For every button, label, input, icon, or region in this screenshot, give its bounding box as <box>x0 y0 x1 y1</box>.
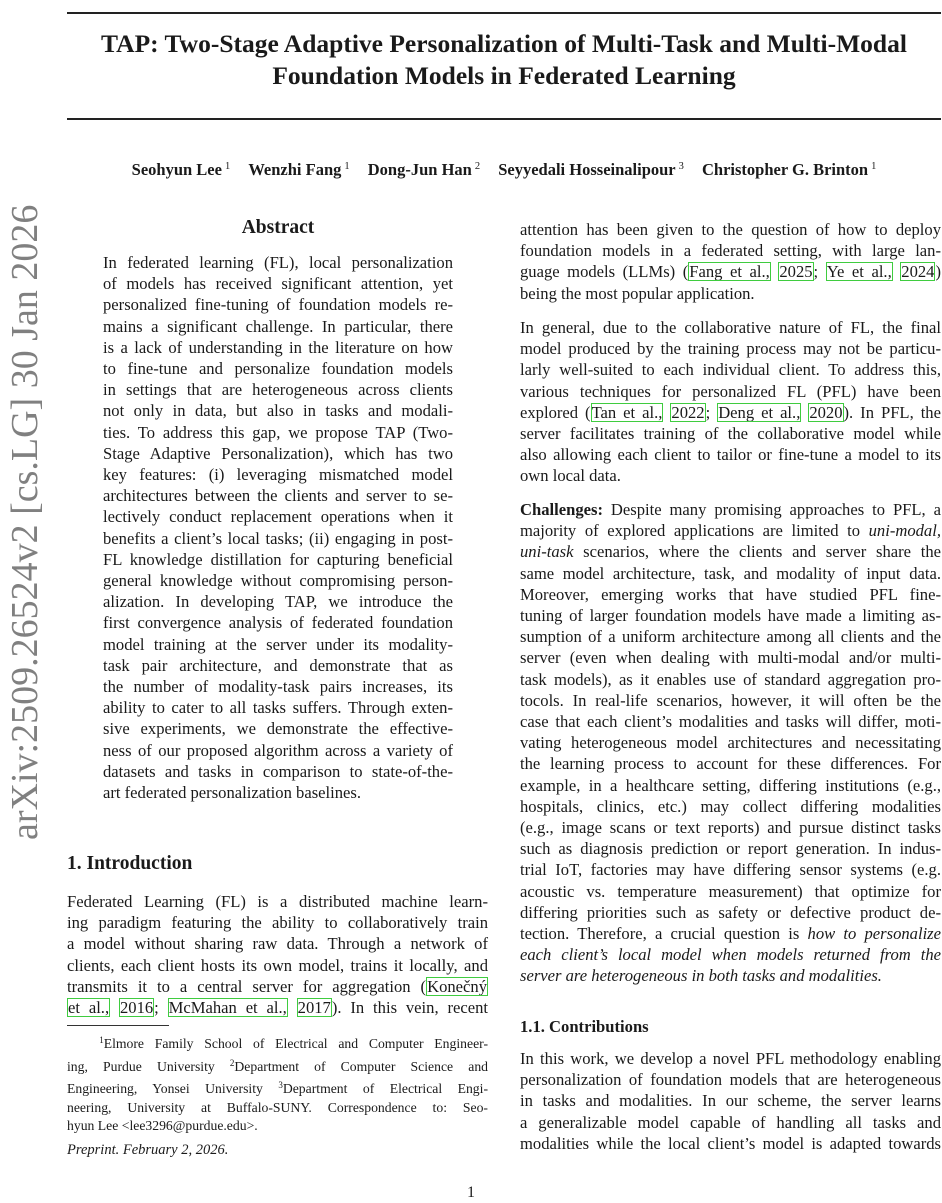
intro-body <box>67 891 488 1018</box>
abstract-line: In federated learning (FL), local personalization <box>103 253 453 272</box>
body-line: tection. Therefore, a crucial question is how to personalize <box>520 924 941 944</box>
body-line: a generalizable model capable of handling all tasks and <box>520 1112 941 1132</box>
intro-heading: 1. Introduction <box>67 853 193 874</box>
author-list <box>67 156 941 181</box>
body-line: vating heterogeneous model architectures and necessitating <box>520 733 941 753</box>
body-line: same model architecture, task, and modality of input data. <box>520 563 941 583</box>
right-paragraph-1 <box>520 219 941 304</box>
intro-line: ing paradigm featuring the ability to collaboratively train <box>67 913 488 933</box>
author-5: Christopher G. Brinton $^1$ <box>702 160 877 179</box>
citation-link[interactable]: Fang et al., <box>689 262 770 282</box>
citation-link[interactable]: 2017 <box>297 998 331 1018</box>
preprint-note: Preprint. February 2, 2026. <box>67 1142 229 1158</box>
body-line: attention has been given to the question of how to deploy <box>520 220 941 239</box>
challenges-label: Challenges: <box>520 500 603 519</box>
citation-link[interactable]: Ye et al., <box>826 262 892 282</box>
abstract-line: sive experiments, we demonstrate the effective- <box>103 719 453 739</box>
body-line: explored (Tan et al., 2022; Deng et al., 2020). In PFL, the <box>520 402 941 422</box>
body-line: In this work, we develop a novel PFL methodology enabling <box>520 1049 941 1068</box>
body-line: tocols. In real-life scenarios, however, it will often be the <box>520 690 941 710</box>
body-line: model produced by the training process may not be particu- <box>520 339 941 359</box>
body-line: personalization of foundation models that are heterogeneous <box>520 1070 941 1090</box>
body-line: In general, due to the collaborative nature of FL, the final <box>520 318 941 337</box>
author-3: Dong-Jun Han $^2$ <box>367 160 481 179</box>
body-line: also allowing each client to tailor or fine-tune a model to its <box>520 445 941 465</box>
footnote-line: neering, University at Buffalo-SUNY. Correspondence to: Seo- <box>67 1099 488 1115</box>
body-line: acoustic vs. temperature measurement) that optimize for <box>520 881 941 901</box>
intro-line: et al., 2016; McMahan et al., 2017). In this vein, recent <box>68 998 488 1018</box>
footnote-line: hyun Lee <lee3296@purdue.edu>. <box>67 1118 258 1134</box>
title-bottom-rule <box>67 118 941 120</box>
abstract-line: alization. In developing TAP, we introduce the <box>103 592 453 612</box>
citation-link[interactable]: Tan et al., <box>591 402 663 422</box>
citation-link[interactable]: Deng et al., <box>718 402 801 422</box>
abstract-line: architectures between the clients and server to se- <box>103 486 453 506</box>
title-line-1: TAP: Two-Stage Adaptive Personalization of Multi-Task and Multi-Modal <box>101 29 907 58</box>
abstract-line: benefits a client’s local tasks; (ii) engaging in post- <box>103 528 453 548</box>
citation-link[interactable]: McMahan et al., <box>168 998 287 1018</box>
citation-link[interactable]: 2022 <box>671 402 705 422</box>
abstract-line: to fine-tune and personalize foundation models <box>103 359 453 379</box>
abstract-line: Stage Adaptive Personalization), which has two <box>103 443 453 463</box>
intro-line: Federated Learning (FL) is a distributed machine learn- <box>67 892 488 911</box>
title-top-rule <box>67 12 941 14</box>
body-line: Challenges: Despite many promising approaches to PFL, a <box>520 500 941 519</box>
citation-link[interactable]: 2016 <box>119 998 154 1018</box>
author-1: Seohyun Lee $^1$ <box>131 160 231 179</box>
abstract-line: is a lack of understanding in the literature on how <box>103 337 453 357</box>
body-line: the learning process to account for these differences. For <box>520 754 941 774</box>
body-line: sumption of a uniform architecture among all clients and the <box>520 627 941 647</box>
abstract-line: personalized fine-tuning of foundation models re- <box>103 295 453 315</box>
abstract-line: the number of modality-task pairs increases, its <box>103 677 453 697</box>
arxiv-stamp: arXiv:2509.26524v2 [cs.LG] 30 Jan 2026 <box>4 204 46 840</box>
abstract-line: first convergence analysis of federated foundation <box>103 613 453 633</box>
body-line: task models), as it enables use of standard aggregation pro- <box>520 669 941 689</box>
body-line: example, in a healthcare setting, differing institutions (e.g., <box>520 775 941 795</box>
body-line: being the most popular application. <box>520 283 755 303</box>
page-number: 1 <box>467 1184 475 1201</box>
abstract-line: FL knowledge distillation for capturing beneficial <box>103 549 453 569</box>
title-line-2: Foundation Models in Federated Learning <box>272 61 736 90</box>
author-2: Wenzhi Fang $^1$ <box>248 160 350 179</box>
body-line: own local data. <box>520 466 621 486</box>
body-line: various techniques for personalized FL (PFL) have been <box>520 381 941 401</box>
author-4: Seyyedali Hosseinalipour $^3$ <box>498 160 684 179</box>
contributions-heading: 1.1. Contributions <box>520 1017 649 1036</box>
abstract-line: general knowledge without compromising person- <box>103 571 453 591</box>
body-line: larly well-suited to each individual client. To address this, <box>520 360 941 380</box>
body-line: hospitals, clinics, etc.) may collect differing modalities <box>520 796 941 816</box>
right-paragraph-2 <box>520 317 941 487</box>
body-line: each client’s local model when models returned from the <box>520 945 941 965</box>
citation-link[interactable]: 2024 <box>901 262 935 282</box>
abstract-line: art federated personalization baselines. <box>103 783 362 803</box>
body-line: uni-task scenarios, where the clients and server share the <box>520 542 941 562</box>
abstract-line: not only in data, but also in tasks and modali- <box>103 401 453 421</box>
abstract-line: lectively conduct replacement operations when it <box>103 507 453 527</box>
citation-link[interactable]: et al., <box>68 998 110 1018</box>
intro-line: clients, each client hosts its own model, trains it locally, and <box>67 955 488 975</box>
body-line: differing priorities such as safety or defective product de- <box>520 902 941 922</box>
citation-link[interactable]: 2025 <box>779 262 813 282</box>
abstract-line: mains a significant challenge. In particular, there <box>103 316 453 336</box>
contributions-paragraph <box>520 1048 941 1154</box>
body-line: Moreover, emerging works that have studied PFL fine- <box>520 584 941 604</box>
footnote-line: Engineering, Yonsei University $^3$Department of Electrical Engi- <box>67 1080 489 1097</box>
body-line: in tasks and modalities. In our scheme, the server learns <box>520 1091 941 1111</box>
abstract-line: key features: (i) leveraging mismatched model <box>103 465 453 485</box>
footnote-rule <box>67 1025 169 1026</box>
citation-link[interactable]: Konečný <box>427 976 487 996</box>
footnote-line: $^1$Elmore Family School of Electrical and Computer Engineer- <box>99 1035 488 1051</box>
abstract-line: task pair architecture, and demonstrate that as <box>103 655 453 675</box>
body-line: foundation models in a federated setting, with large lan- <box>520 241 941 261</box>
abstract-line: of models has received significant attention, yet <box>103 274 453 294</box>
body-line: trial IoT, factories may have differing sensor systems (e.g. <box>520 860 941 880</box>
body-line: server (even when dealing with multi-modal and/or multi- <box>520 648 941 668</box>
affiliation-footnote <box>67 1031 488 1136</box>
abstract-line: ties. To address this gap, we propose TAP (Two- <box>103 422 453 442</box>
body-line: (e.g., image scans or text reports) and pursue distinct tasks <box>520 818 941 838</box>
body-line: tuning of larger foundation models have made a limiting as- <box>520 606 941 626</box>
body-line: majority of explored applications are limited to uni-modal, <box>520 521 941 541</box>
abstract-line: in settings that are heterogeneous across clients <box>103 380 453 400</box>
body-line: such as diagnosis prediction or report generation. In indus- <box>520 839 941 859</box>
abstract-line: ability to cater to all tasks suffers. Through exten- <box>103 698 453 718</box>
challenges-paragraph <box>520 499 941 987</box>
abstract-line: ness of our proposed algorithm across a variety of <box>103 740 453 760</box>
body-line: server facilitates training of the collaborative model while <box>520 424 941 444</box>
intro-line: transmits it to a central server for aggregation (Konečný <box>67 976 487 996</box>
abstract-heading: Abstract <box>241 217 315 238</box>
footnote-line: ing, Purdue University $^2$Department of Computer Science and <box>67 1057 489 1074</box>
intro-line: a model without sharing raw data. Through a network of <box>67 934 488 954</box>
body-line: modalities while the local client’s model is adapted towards <box>520 1133 941 1153</box>
abstract-line: model training at the server under its modality- <box>103 634 453 654</box>
abstract-line: datasets and tasks in comparison to state-of-the- <box>103 761 453 781</box>
abstract-body <box>103 252 453 803</box>
body-line: server are heterogeneous in both tasks and modalities. <box>520 966 882 986</box>
body-line: case that each client’s modalities and tasks will differ, moti- <box>520 712 941 732</box>
citation-link[interactable]: 2020 <box>809 402 843 422</box>
paper-title <box>67 28 941 92</box>
body-line: guage models (LLMs) (Fang et al., 2025; Ye et al., 2024) <box>520 262 941 282</box>
